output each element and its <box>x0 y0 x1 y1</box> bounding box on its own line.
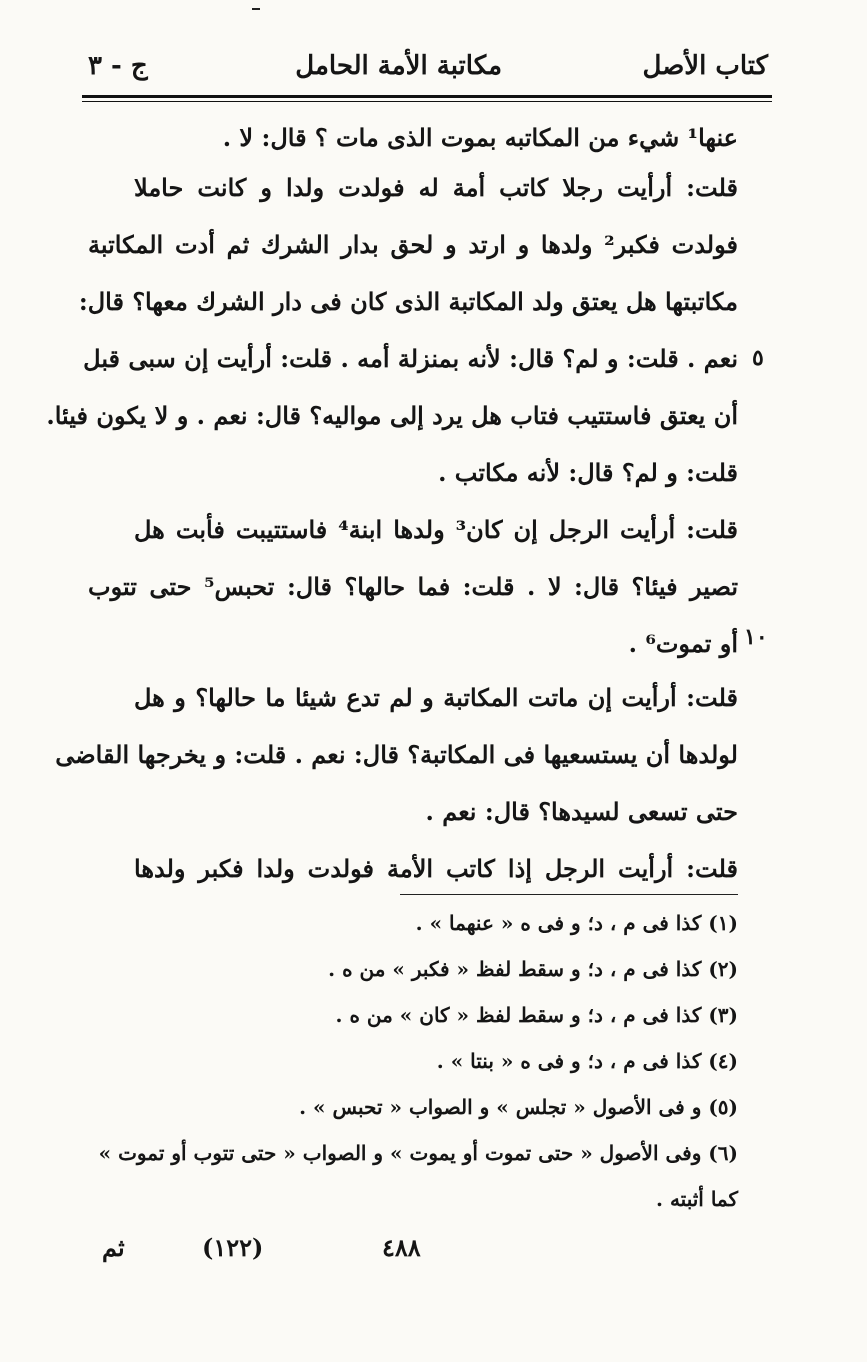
book-title: كتاب الأصل <box>642 51 768 81</box>
text-line: مكاتبتها هل يعتق ولد المكاتبة الذى كان فى دار الشرك معها؟ قال: <box>78 287 738 316</box>
footnote: (٤) كذا فى م ، د؛ و فى ه « بنتا » . <box>436 1049 738 1073</box>
top-mark <box>252 8 260 10</box>
catchword: ثم <box>102 1233 125 1262</box>
text-line: قلت: أرأيت إن ماتت المكاتبة و لم تدع شيئا ما حالها؟ و هل <box>134 683 738 712</box>
footnote: (١) كذا فى م ، د؛ و فى ه « عنهما » . <box>415 911 738 935</box>
text-line: أو تموت⁶ . <box>628 629 738 658</box>
footnote: (٥) و فى الأصول « تجلس » و الصواب « تحبس » . <box>299 1095 738 1119</box>
footnote-rule <box>400 894 738 895</box>
text-line: فولدت فكبر² ولدها و ارتد و لحق بدار الشرك ثم أدت المكاتبة <box>88 230 738 259</box>
footnote: (٦) وفى الأصول « حتى تموت أو يموت » و الصواب « حتى تتوب أو تموت » <box>98 1141 738 1165</box>
text-line: نعم . قلت: و لم؟ قال: لأنه بمنزلة أمه . قلت: أرأيت إن سبى قبل <box>83 344 738 373</box>
footnote: (٣) كذا فى م ، د؛ و سقط لفظ « كان » من ه . <box>335 1003 738 1027</box>
text-line: قلت: أرأيت الرجل إذا كاتب الأمة فولدت ولدا فكبر ولدها <box>134 854 738 883</box>
text-line: حتى تسعى لسيدها؟ قال: نعم . <box>425 797 738 826</box>
page-number: ٤٨٨ <box>382 1233 421 1262</box>
page-footer <box>82 1228 772 1268</box>
text-line: قلت: أرأيت رجلا كاتب أمة له فولدت ولدا و كانت حاملا <box>134 173 739 202</box>
text-line: أن يعتق فاستتيب فتاب هل يرد إلى مواليه؟ قال: نعم . و لا يكون فيئا. <box>46 401 738 430</box>
line-number-5: ٥ <box>752 345 764 371</box>
text-line: لولدها أن يستسعيها فى المكاتبة؟ قال: نعم . قلت: و يخرجها القاضى <box>55 740 738 769</box>
header-rule <box>82 95 772 98</box>
line-number-10: ١٠ <box>744 624 768 650</box>
text-line: قلت: أرأيت الرجل إن كان³ ولدها ابنة⁴ فاستتيبت فأبت هل <box>134 515 739 544</box>
text-line: قلت: و لم؟ قال: لأنه مكاتب . <box>438 458 738 487</box>
footnote: (٢) كذا فى م ، د؛ و سقط لفظ « فكبر » من ه . <box>328 957 738 981</box>
header-rule-thin <box>82 101 772 102</box>
chapter-title: مكاتبة الأمة الحامل <box>295 51 502 81</box>
print-number: (١٢٢) <box>202 1233 264 1262</box>
footnote: كما أثبته . <box>656 1187 738 1211</box>
text-line: تصير فيئا؟ قال: لا . قلت: فما حالها؟ قال: تحبس⁵ حتى تتوب <box>88 572 738 601</box>
volume-number: ج - ٣ <box>88 51 148 81</box>
text-line: عنها¹ شيء من المكاتبه بموت الذى مات ؟ قال: لا . <box>222 123 738 152</box>
running-header <box>82 44 772 88</box>
